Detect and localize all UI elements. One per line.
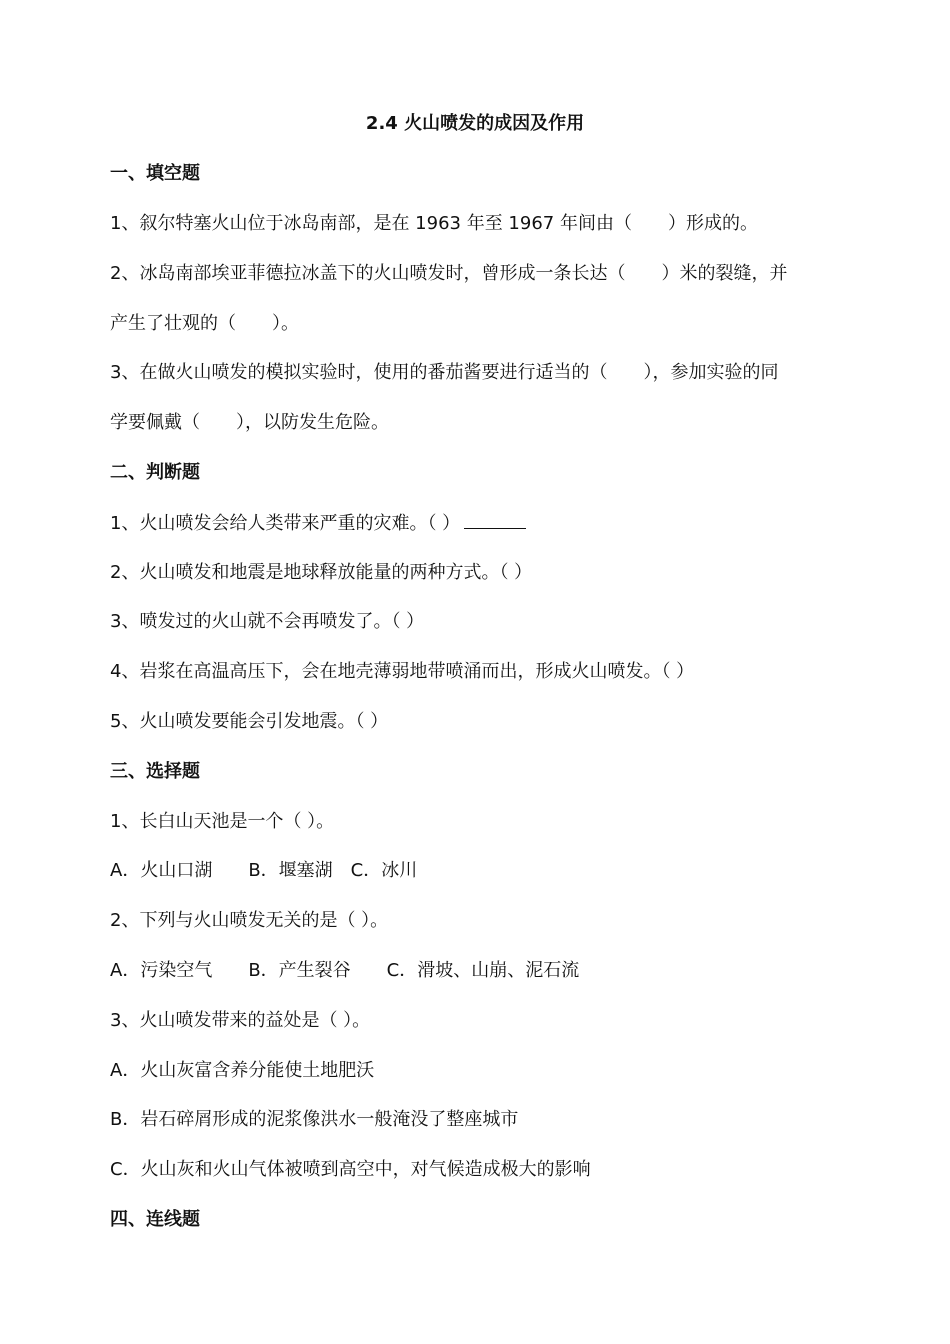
section-heading-match: 四、连线题	[110, 1209, 200, 1230]
fill-blank-question-1: 1、叙尔特塞火山位于冰岛南部，是在 1963 年至 1967 年间由（ ）形成的。	[110, 213, 758, 234]
judge-question-1: 1、火山喷发会给人类带来严重的灾难。（ ）	[110, 513, 461, 534]
choice-question-3-option-a: A．火山灰富含养分能使土地肥沃	[110, 1060, 375, 1081]
answer-underline	[464, 510, 526, 529]
judge-question-3: 3、喷发过的火山就不会再喷发了。（ ）	[110, 611, 425, 632]
judge-question-5: 5、火山喷发要能会引发地震。（ ）	[110, 711, 389, 732]
section-heading-fill-blank: 一、填空题	[110, 163, 200, 184]
judge-question-4: 4、岩浆在高温高压下，会在地壳薄弱地带喷涌而出，形成火山喷发。（ ）	[110, 661, 695, 682]
page-title: 2.4 火山喷发的成因及作用	[365, 113, 585, 134]
fill-blank-question-2-line-1: 2、冰岛南部埃亚菲德拉冰盖下的火山喷发时，曾形成一条长达（ ）米的裂缝，并	[110, 263, 788, 284]
section-heading-judge: 二、判断题	[110, 462, 200, 483]
fill-blank-question-3-line-2: 学要佩戴（ ），以防发生危险。	[110, 412, 389, 433]
section-heading-choice: 三、选择题	[110, 761, 200, 782]
choice-question-1-options: A．火山口湖 B．堰塞湖 C．冰川	[110, 860, 418, 881]
judge-question-2: 2、火山喷发和地震是地球释放能量的两种方式。（ ）	[110, 562, 533, 583]
choice-question-3: 3、火山喷发带来的益处是（ ）。	[110, 1010, 371, 1031]
judge-question-1-row	[110, 510, 850, 537]
choice-question-3-option-c: C．火山灰和火山气体被喷到高空中，对气候造成极大的影响	[110, 1159, 591, 1180]
fill-blank-question-3-line-1: 3、在做火山喷发的模拟实验时，使用的番茄酱要进行适当的（ ），参加实验的同	[110, 362, 779, 383]
choice-question-3-option-b: B．岩石碎屑形成的泥浆像洪水一般淹没了整座城市	[110, 1109, 519, 1130]
choice-question-2-options: A．污染空气 B．产生裂谷 C．滑坡、山崩、泥石流	[110, 960, 580, 981]
fill-blank-question-2-line-2: 产生了壮观的（ ）。	[110, 313, 299, 334]
choice-question-2: 2、下列与火山喷发无关的是（ ）。	[110, 910, 389, 931]
choice-question-1: 1、长白山天池是一个（ ）。	[110, 811, 335, 832]
